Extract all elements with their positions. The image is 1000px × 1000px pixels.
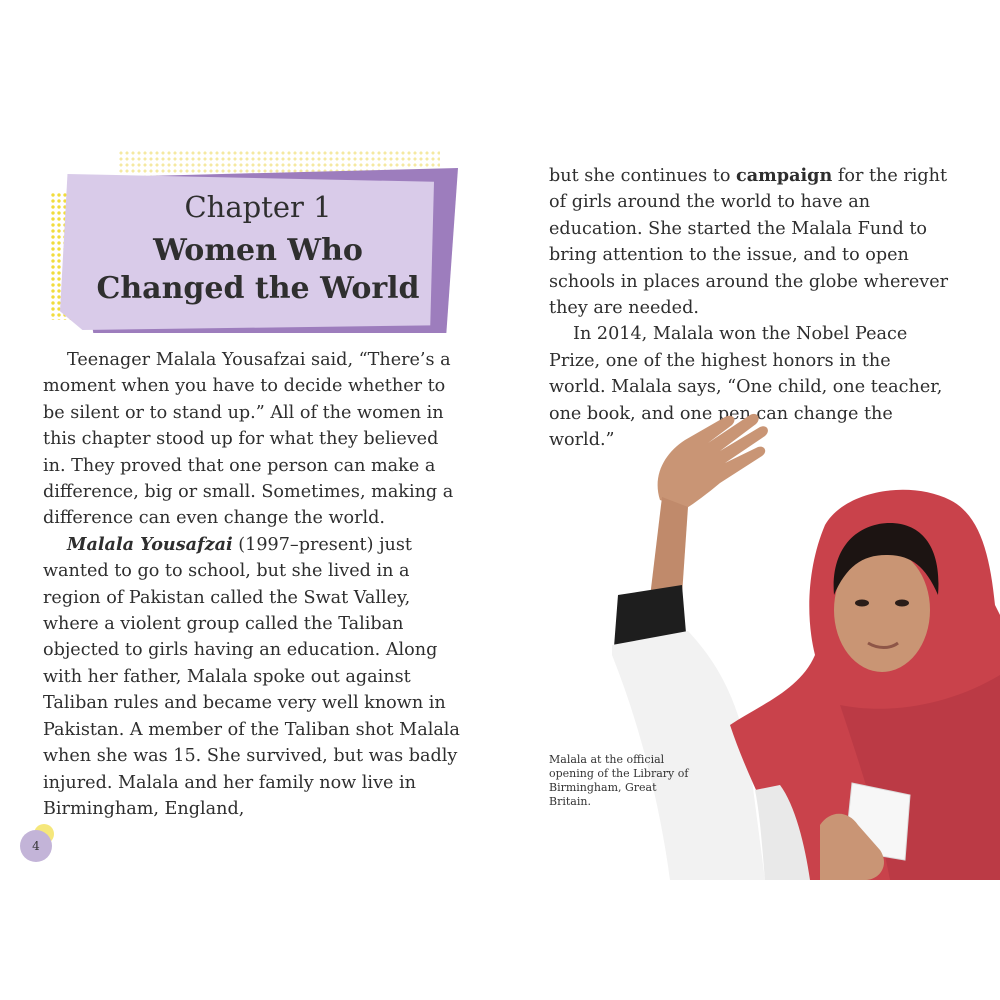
photo-caption: Malala at the official opening of the Library of Birmingham, Great Britain. — [549, 753, 689, 808]
nobel-paragraph: In 2014, Malala won the Nobel Peace Prize, one of the highest honors in the world. Malala says, “One child, one teacher, one book, and one pen can change the world.” — [549, 324, 943, 451]
campaign-text-start: but she continues to — [549, 166, 737, 186]
chapter-banner — [48, 150, 463, 340]
malala-paragraph-text: (1997–present) just wanted to go to school, but she lived in a region of Pakistan called the Swat Valley, where a violent group called the Taliban objected to girls having an education. Along with her father, Malala spoke out against Taliban rules and became very well known in Pakistan. A member of the Taliban shot Malala when she was 15. She survived, but was badly injured. Malala and her family now live in Birmingham, England, — [43, 534, 460, 819]
campaign-paragraph — [549, 163, 949, 321]
raised-hand — [658, 414, 768, 509]
intro-paragraph: Teenager Malala Yousafzai said, “There’s a moment when you have to decide whether to be silent or to stand up.” All of the women in this chapter stood up for what they believed in. They proved that one person can make a difference, big or small. Sometimes, making a difference can even change the world. — [43, 350, 454, 529]
page-number: 4 — [20, 830, 52, 862]
chapter-title-line2: Changed the World — [96, 271, 420, 306]
malala-paragraph — [43, 532, 463, 822]
chapter-label: Chapter 1 — [184, 190, 332, 224]
chapter-title-line1: Women Who — [153, 233, 363, 268]
chapter-title — [48, 232, 468, 308]
campaign-keyword: campaign — [736, 165, 833, 186]
malala-name: Malala Yousafzai — [67, 533, 233, 555]
left-text-column — [43, 347, 463, 822]
forearm — [650, 497, 688, 597]
campaign-text-rest: for the right of girls around the world to have an education. She started the Malala Fund to bring attention to the issue, and to open schools in places around the globe wherever they are needed. — [549, 166, 949, 319]
